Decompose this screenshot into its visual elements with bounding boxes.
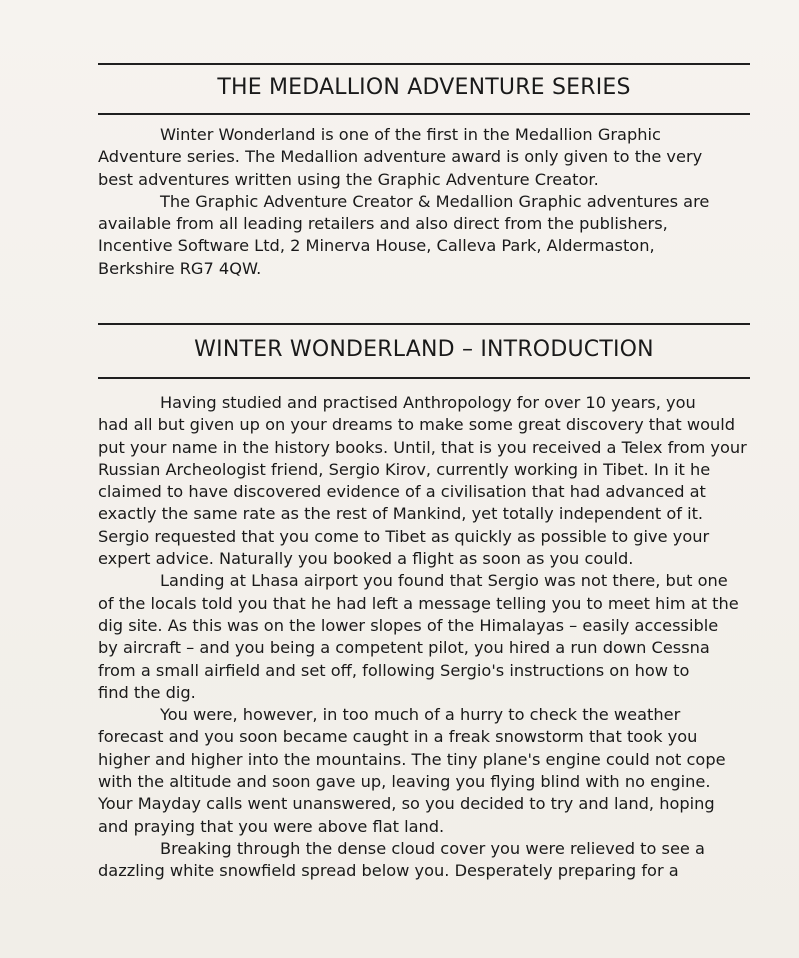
top-rule-section-1 xyxy=(98,63,750,65)
text-line: Breaking through the dense cloud cover you were relieved to see a xyxy=(160,838,705,858)
section-2-title: WINTER WONDERLAND – INTRODUCTION xyxy=(194,337,654,362)
text-line: exactly the same rate as the rest of Mankind, yet totally independent of it. xyxy=(98,504,704,524)
text-line: Berkshire RG7 4QW. xyxy=(98,258,262,278)
text-line: Sergio requested that you come to Tibet as quickly as possible to give your xyxy=(98,526,710,546)
text-line: dig site. As this was on the lower slopes of the Himalayas – easily accessible xyxy=(98,615,719,635)
text-line: from a small airfield and set off, following Sergio's instructions on how to xyxy=(98,660,690,680)
text-line: higher and higher into the mountains. The tiny plane's engine could not cope xyxy=(98,749,726,769)
text-line: by aircraft – and you being a competent pilot, you hired a run down Cessna xyxy=(98,638,710,658)
text-line: Winter Wonderland is one of the first in the Medallion Graphic xyxy=(160,125,661,144)
text-line: forecast and you soon became caught in a freak snowstorm that took you xyxy=(98,727,698,747)
text-line: had all but given up on your dreams to make some great discovery that would xyxy=(98,415,736,435)
bottom-rule-section-2 xyxy=(98,377,750,379)
bottom-rule-section-1 xyxy=(98,113,750,115)
text-line: dazzling white snowfield spread below you. Desperately preparing for a xyxy=(98,861,679,881)
text-line: with the altitude and soon gave up, leaving you flying blind with no engine. xyxy=(98,772,711,792)
text-line: Your Mayday calls went unanswered, so you decided to try and land, hoping xyxy=(98,794,715,814)
section-2-body xyxy=(98,392,750,883)
text-line: The Graphic Adventure Creator & Medallion Graphic adventures are xyxy=(160,191,710,211)
top-rule-section-2 xyxy=(98,323,750,325)
text-line: You were, however, in too much of a hurry to check the weather xyxy=(160,705,681,725)
text-line: available from all leading retailers and also direct from the publishers, xyxy=(98,214,668,234)
text-line: Landing at Lhasa airport you found that Sergio was not there, but one xyxy=(160,571,728,591)
text-line: Adventure series. The Medallion adventure award is only given to the very xyxy=(98,147,703,167)
text-line: put your name in the history books. Until, that is you received a Telex from your xyxy=(98,437,747,457)
text-line: and praying that you were above flat land. xyxy=(98,816,445,836)
section-1-title: THE MEDALLION ADVENTURE SERIES xyxy=(217,75,631,100)
text-line: best adventures written using the Graphic Adventure Creator. xyxy=(98,169,599,189)
text-line: of the locals told you that he had left a message telling you to meet him at the xyxy=(98,593,739,613)
text-line: find the dig. xyxy=(98,682,196,702)
text-line: expert advice. Naturally you booked a flight as soon as you could. xyxy=(98,549,634,569)
text-line: Having studied and practised Anthropology for over 10 years, you xyxy=(160,393,696,412)
section-1-body xyxy=(98,124,750,280)
text-line: claimed to have discovered evidence of a civilisation that had advanced at xyxy=(98,482,706,502)
text-line: Russian Archeologist friend, Sergio Kirov, currently working in Tibet. In it he xyxy=(98,459,711,479)
text-line: Incentive Software Ltd, 2 Minerva House, Calleva Park, Aldermaston, xyxy=(98,236,655,256)
